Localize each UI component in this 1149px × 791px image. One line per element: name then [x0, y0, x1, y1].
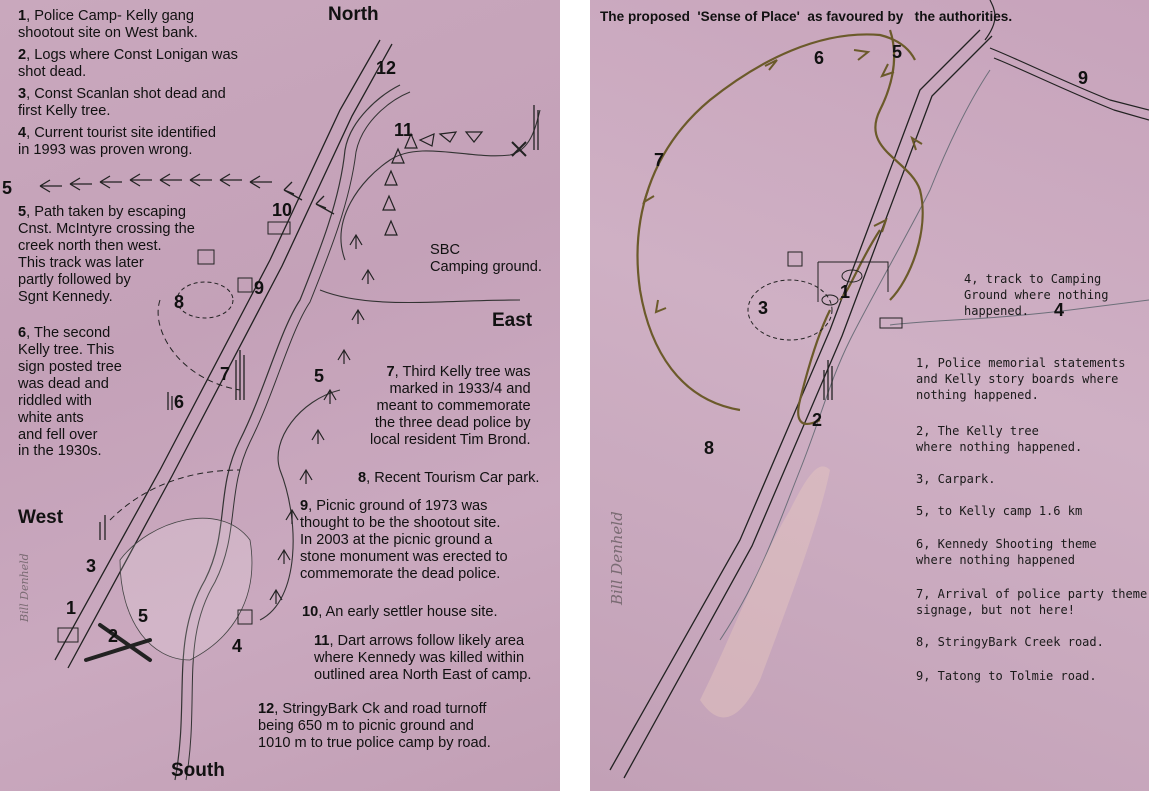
camping-track — [341, 110, 540, 260]
legend-entry-2 — [18, 47, 238, 81]
map-number-10: 10 — [272, 200, 293, 220]
route-loop — [875, 30, 922, 300]
map-number-4: 4 — [1054, 300, 1065, 320]
legend-num: 10 — [302, 604, 319, 620]
map-number-7: 7 — [654, 150, 665, 170]
legend-entry-12 — [258, 701, 491, 752]
dashed-path — [110, 470, 240, 520]
legend-text: , An early settler house site. — [318, 604, 498, 620]
map-number-5-west: 5 — [2, 178, 13, 198]
legend-entry-8 — [358, 470, 539, 487]
legend-text: , Current tourist site identified in 1993 was proven wrong. — [18, 125, 216, 158]
legend-entry-7: 7, Arrival of police party theme signage, but not here! — [916, 587, 1148, 618]
legend-text: , Recent Tourism Car park. — [366, 470, 540, 486]
legend-text: , Dart arrows follow likely area where Kennedy was killed within outlined area North East of camp. — [314, 633, 532, 683]
map-number-8: 8 — [704, 438, 715, 458]
legend-text: , Path taken by escaping Cnst. McIntyre crossing the creek north then west. This track was later partly followed by Sgnt Kennedy. — [18, 204, 195, 305]
camp-hut — [58, 628, 78, 642]
compass-north: North — [328, 4, 379, 25]
legend-entry-1: 1, Police memorial statements and Kelly story boards where nothing happened. — [916, 356, 1126, 403]
map-number-5: 5 — [892, 42, 903, 62]
legend-entry-6: 6, Kennedy Shooting theme where nothing happened — [916, 537, 1097, 568]
legend-num: 6 — [18, 325, 27, 341]
left-map-panel — [0, 0, 560, 791]
legend-entry-1 — [18, 8, 198, 42]
bridge-drawing — [880, 318, 902, 328]
map-number-9: 9 — [1078, 68, 1089, 88]
legend-text: , Logs where Const Lonigan was shot dead. — [18, 47, 238, 80]
panel-gutter — [560, 0, 590, 791]
map-number-2: 2 — [108, 626, 119, 646]
legend-entry-4 — [18, 125, 216, 159]
route-arrows — [644, 50, 922, 312]
legend-text: , Third Kelly tree was marked in 1933/4 and meant to commemorate the three dead police by local resident Tim Brond. — [370, 364, 531, 448]
map-number-1: 1 — [66, 598, 77, 618]
route-loop — [638, 34, 915, 410]
legend-text: , Police Camp- Kelly gang shootout site on West bank. — [18, 8, 198, 41]
hut-drawing — [788, 252, 802, 266]
right-map-panel — [590, 0, 1149, 791]
legend-num: 5 — [18, 204, 27, 220]
camping-track — [320, 290, 520, 303]
hut-drawing — [198, 250, 214, 264]
map-number-3: 3 — [86, 556, 97, 576]
legend-entry-11 — [314, 633, 531, 684]
legend-entry-7 — [370, 364, 531, 449]
legend-entry-5 — [18, 204, 195, 306]
legend-num: 9 — [300, 498, 309, 514]
map-number-3: 3 — [758, 298, 769, 318]
map-number-11: 11 — [394, 120, 414, 140]
legend-num: 7 — [386, 364, 395, 380]
camping-ground-label: SBC Camping ground. — [430, 242, 542, 275]
tree-drawing — [824, 360, 832, 400]
legend-text: , Picnic ground of 1973 was thought to be the shootout site. In 2003 at the picnic ground a stone monument was erected to commemorate the dead police. — [300, 498, 508, 582]
legend-num: 4 — [18, 125, 27, 141]
compass-south: South — [171, 760, 225, 781]
legend-entry-5: 5, to Kelly camp 1.6 km — [916, 504, 1083, 518]
legend-entry-3 — [18, 86, 226, 120]
map-number-7: 7 — [220, 364, 231, 384]
legend-entry-10 — [302, 604, 498, 621]
artist-signature: Bill Denheld — [608, 511, 626, 605]
legend-entry-9 — [300, 498, 508, 583]
map-title: The proposed 'Sense of Place' as favoured by the authorities. — [600, 9, 1013, 24]
legend-entry-6 — [18, 325, 122, 460]
legend-entry-8: 8, StringyBark Creek road. — [916, 635, 1104, 649]
road-line — [990, 48, 1149, 110]
legend-num: 11 — [314, 633, 330, 649]
map-number-9: 9 — [254, 278, 265, 298]
legend-num: 2 — [18, 47, 27, 63]
map-number-5-track: 5 — [314, 366, 325, 386]
road-line — [624, 36, 992, 778]
x-mark — [512, 142, 526, 156]
road-line — [994, 58, 1149, 120]
map-number-12: 12 — [376, 58, 397, 78]
map-number-1: 1 — [840, 282, 851, 302]
legend-num: 3 — [18, 86, 27, 102]
legend-entry-9: 9, Tatong to Tolmie road. — [916, 669, 1097, 683]
legend-entry-3: 3, Carpark. — [916, 472, 996, 486]
map-number-2: 2 — [812, 410, 823, 430]
artist-signature: Bill Denheld — [18, 553, 31, 622]
map-number-5-camp: 5 — [138, 606, 149, 626]
legend-num: 12 — [258, 701, 275, 717]
compass-east: East — [492, 310, 533, 331]
valley-area — [700, 466, 830, 717]
compass-west: West — [18, 507, 64, 528]
map-number-6: 6 — [814, 48, 825, 68]
map-number-8: 8 — [174, 292, 185, 312]
legend-text: , StringyBark Ck and road turnoff being 650 m to picnic ground and 1010 m to true police camp by road. — [258, 701, 491, 751]
legend-entry-2: 2, The Kelly tree where nothing happened. — [916, 424, 1083, 455]
map-number-4: 4 — [232, 636, 243, 656]
legend-num: 8 — [358, 470, 367, 486]
track-note: 4, track to Camping Ground where nothing happened. — [964, 272, 1109, 319]
picnic-shelter — [238, 278, 252, 292]
dart-arrows — [383, 132, 482, 235]
legend-text: , The second Kelly tree. This sign posted tree was dead and riddled with white ants and fell over in the 1930s. — [18, 325, 122, 460]
legend-text: , Const Scanlan shot dead and first Kelly tree. — [18, 86, 226, 119]
map-number-6: 6 — [174, 392, 185, 412]
legend-num: 1 — [18, 8, 27, 24]
